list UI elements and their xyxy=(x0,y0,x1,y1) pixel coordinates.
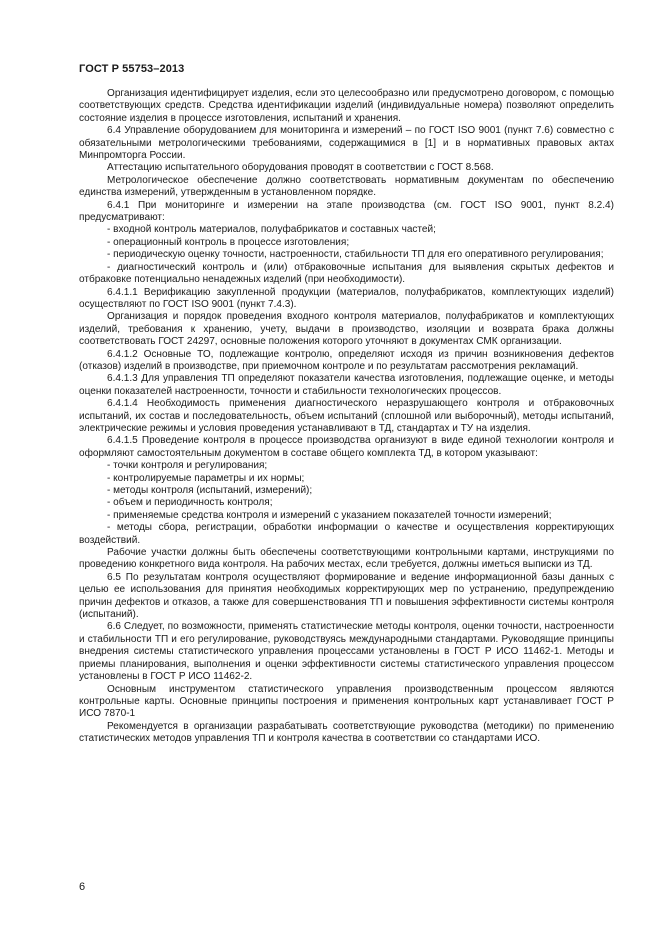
paragraph: Организация и порядок проведения входного контроля материалов, полуфабрикатов и комплектующих изделий, требования к хранению, учету, выдачи в производство, изоляции и возврата брака должны соответствовать ГОСТ 24297, основные положения которого уточняют в документах СМК организации. xyxy=(79,311,614,348)
list-item: - методы сбора, регистрации, обработки информации о качестве и осуществления корректирующих воздействий. xyxy=(79,522,614,546)
list-item: - применяемые средства контроля и измерений с указанием показателей точности измерений; xyxy=(107,509,552,521)
paragraph: 6.4.1.5 Проведение контроля в процессе производства организуют в виде единой технологии контроля и оформляют самостоятельным документом в составе общего комплекта ТД, в котором указывают: xyxy=(79,435,614,459)
list-item: - объем и периодичность контроля; xyxy=(107,497,273,509)
paragraph: 6.6 Следует, по возможности, применять статистические методы контроля, оценки точности, настроенности и стабильности ТП и его регулирование, руководствуясь международными стандартами. Руководящие принципы внедрения системы статистического управления процессами установлены в ГОСТ Р ИСО 11462-1. Методы и приемы планирования, выполнения и оценки эффективности системы статистического управления процессом установлены в ГОСТ Р ИСО 11462-2. xyxy=(79,621,614,683)
paragraph: Метрологическое обеспечение должно соответствовать нормативным документам по обеспечению единства измерений, утвержденным в установленном порядке. xyxy=(79,174,614,199)
paragraph: 6.4 Управление оборудованием для мониторинга и измерений – по ГОСТ ISO 9001 (пункт 7.6) совместно с обязательными метрологическими требованиями, содержащимися в [1] и в нормативных правовых актах Минпромторга России. xyxy=(79,125,614,162)
paragraph: Основным инструментом статистического управления производственным процессом являются контрольные карты. Основные принципы построения и применения контрольных карт устанавливает ГОСТ Р ИСО 7870-1 xyxy=(79,683,614,720)
document-body xyxy=(79,88,614,746)
paragraph: 6.4.1.2 Основные ТО, подлежащие контролю, определяют исходя из причин возникновения дефектов (отказов) изделий в производстве, при приемочном контроле и по результатам рассмотрения рекламаций. xyxy=(79,348,614,372)
list-item: - периодическую оценку точности, настроенности, стабильности ТП для его оперативного регулирования; xyxy=(107,249,604,261)
list-item: - операционный контроль в процессе изготовления; xyxy=(107,236,350,248)
paragraph: Рабочие участки должны быть обеспечены соответствующими контрольными картами, инструкциями по проведению конкретного вида контроля. На рабочих местах, если требуется, должны иметься выписки из ТД. xyxy=(79,547,614,571)
paragraph: 6.4.1 При мониторинге и измерении на этапе производства (см. ГОСТ ISO 9001, пункт 8.2.4) предусматривают: xyxy=(79,199,614,224)
paragraph: 6.4.1.1 Верификацию закупленной продукции (материалов, полуфабрикатов, комплектующих изделий) осуществляют по ГОСТ ISO 9001 (пункт 7.4.3). xyxy=(79,286,614,310)
paragraph: Организация идентифицирует изделия, если это целесообразно или предусмотрено договором, с помощью соответствующих средств. Средства идентификации изделий (индивидуальные номера) позволяют определить состояние изделия в процессе изготовления, испытаний и хранения. xyxy=(79,88,614,124)
list-item: - точки контроля и регулирования; xyxy=(107,460,268,472)
list-item: - диагностический контроль и (или) отбраковочные испытания для выявления скрытых дефектов и отбраковке потенциально ненадежных изделий (при необходимости). xyxy=(79,261,614,286)
list-item: - входной контроль материалов, полуфабрикатов и составных частей; xyxy=(107,224,436,236)
page-number: 6 xyxy=(79,881,86,893)
list-item: - методы контроля (испытаний, измерений); xyxy=(107,485,313,496)
paragraph: 6.5 По результатам контроля осуществляют формирование и ведение информационной базы данных с целью ее использования для принятия необходимых корректирующих мер по устранению, предупреждению причин дефектов и отказов, а также для совершенствования ТП и повышения эффективности системы контроля (испытаний). xyxy=(79,571,614,621)
paragraph: 6.4.1.4 Необходимость применения диагностического неразрушающего контроля и отбраковочных испытаний, их состав и последовательность, объем испытаний (сплошной или выборочный), методы испытаний, электрические режимы и условия проведения устанавливают в ТД, стандартах и ТУ на изделия. xyxy=(79,398,614,434)
paragraph: Аттестацию испытательного оборудования проводят в соответствии с ГОСТ 8.568. xyxy=(107,162,494,174)
paragraph: 6.4.1.3 Для управления ТП определяют показатели качества изготовления, подлежащие оценке, и методы оценки показателей настроенности, точности и стабильности технологических процессов. xyxy=(79,373,614,397)
list-item: - контролируемые параметры и их нормы; xyxy=(107,472,305,484)
paragraph: Рекомендуется в организации разрабатывать соответствующие руководства (методики) по применению статистических методов управления ТП и контроля качества в соответствии со стандартами ИСО. xyxy=(79,720,614,745)
document-header: ГОСТ Р 55753–2013 xyxy=(79,63,185,75)
